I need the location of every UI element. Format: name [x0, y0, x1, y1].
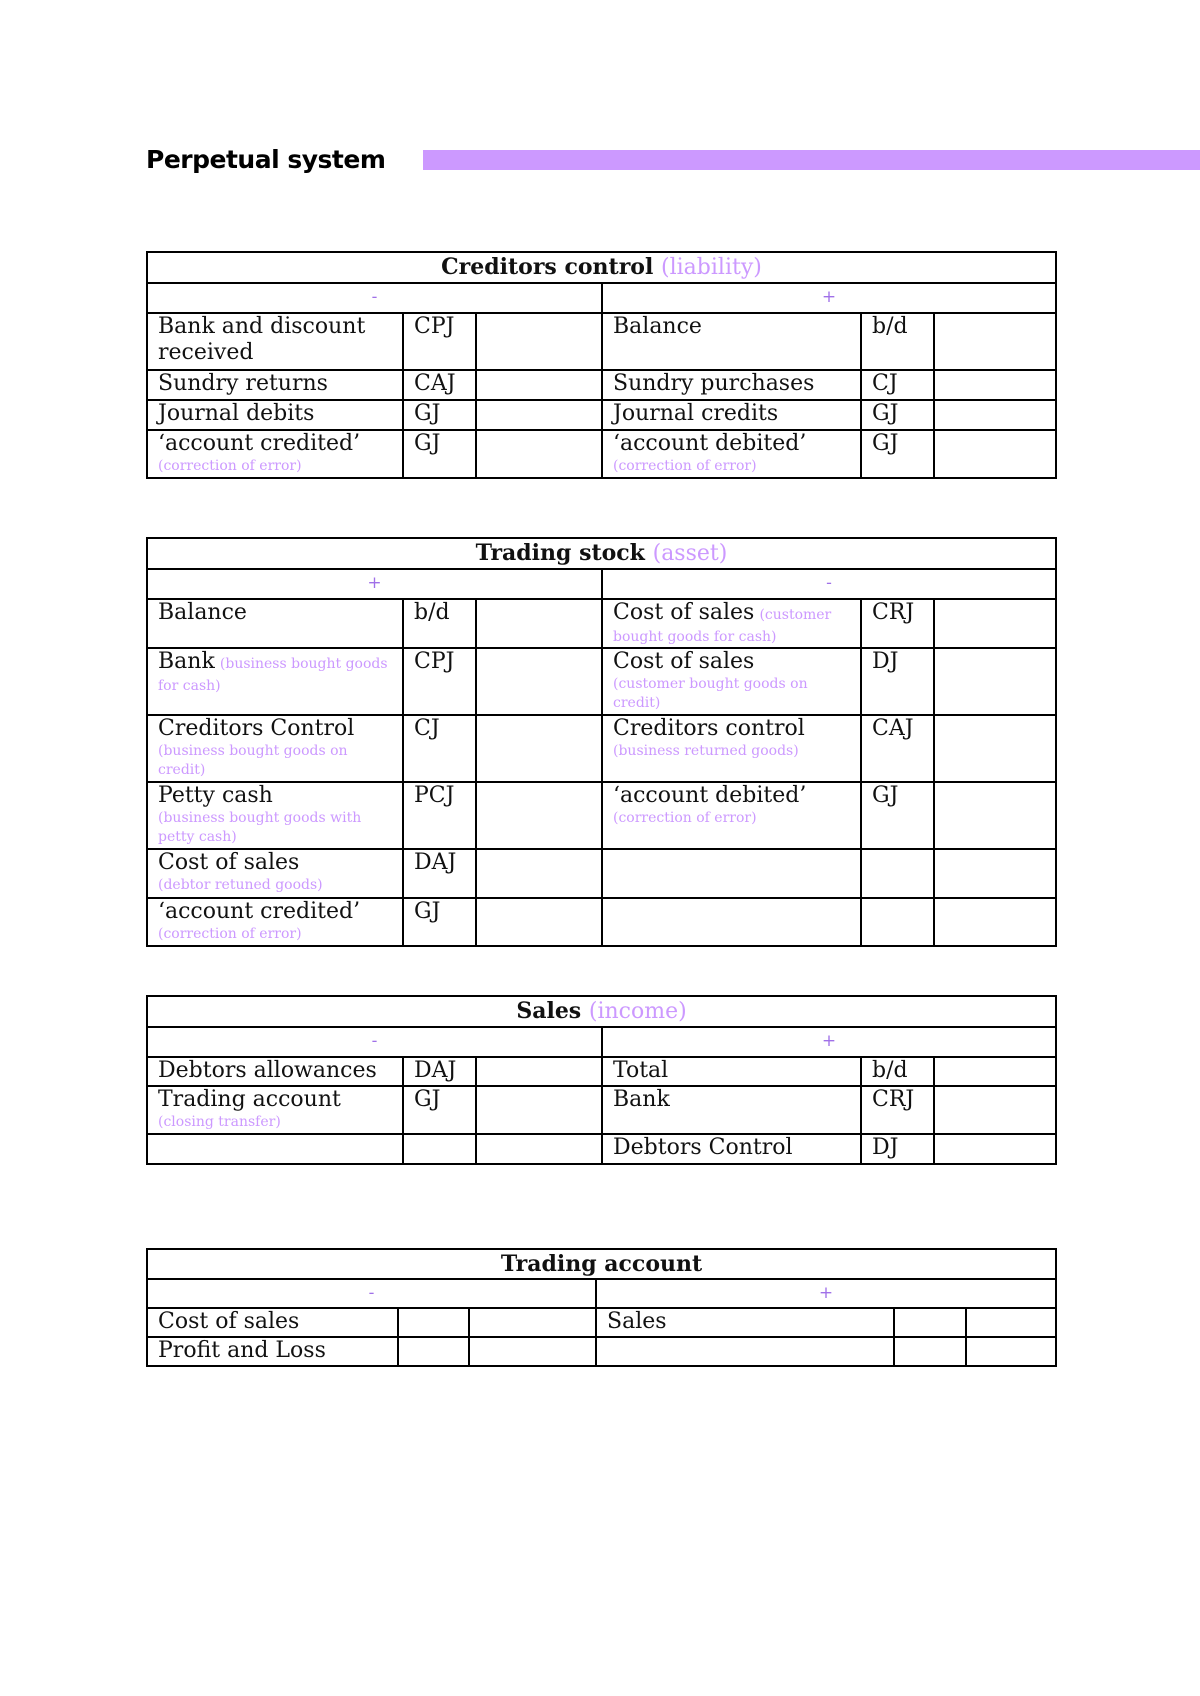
folio-cell [861, 849, 934, 898]
entry-cell [602, 313, 861, 370]
amount-cell [476, 1057, 602, 1086]
folio-cell: CJ [861, 370, 934, 400]
entry-label: Creditors control [613, 716, 805, 741]
entry-note: (correction of error) [613, 458, 757, 474]
ledger-type: (liability) [661, 255, 762, 280]
entry-label: Total [613, 1058, 669, 1083]
folio-cell: GJ [861, 400, 934, 430]
ledger-title-text: Creditors control [441, 254, 654, 280]
entry-label: Balance [613, 314, 702, 339]
entry-label: Bank [613, 1087, 670, 1112]
trading-account-ledger [146, 1248, 1057, 1367]
amount-cell [476, 430, 602, 478]
debit-side-sign: - [147, 1279, 596, 1308]
entry-cell [602, 1086, 861, 1134]
entry-label: Sundry purchases [613, 371, 815, 396]
debit-side-sign: - [147, 1027, 602, 1057]
amount-cell [476, 400, 602, 430]
entry-cell [602, 430, 861, 478]
entry-cell [147, 648, 403, 715]
entry-cell [602, 1134, 861, 1164]
entry-label: Profit and Loss [158, 1338, 326, 1363]
folio-cell: b/d [403, 599, 476, 648]
folio-cell [398, 1337, 469, 1366]
folio-cell: DJ [861, 1134, 934, 1164]
folio-cell: GJ [861, 782, 934, 849]
entry-cell [147, 1308, 398, 1337]
folio-cell: GJ [403, 1086, 476, 1134]
ledger-title [147, 538, 1056, 569]
entry-label: ‘account credited’ [158, 899, 361, 924]
entry-label: Creditors Control [158, 716, 355, 741]
ledger-title-text: Trading stock [475, 540, 645, 566]
entry-cell [147, 430, 403, 478]
folio-cell: GJ [861, 430, 934, 478]
entry-cell [602, 782, 861, 849]
entry-label: ‘account debited’ [613, 431, 807, 456]
folio-cell: CRJ [861, 1086, 934, 1134]
entry-cell [602, 648, 861, 715]
entry-cell [147, 599, 403, 648]
ledger-type: (asset) [652, 541, 728, 566]
folio-cell: DAJ [403, 849, 476, 898]
folio-cell [398, 1308, 469, 1337]
folio-cell: GJ [403, 400, 476, 430]
folio-cell: GJ [403, 898, 476, 946]
entry-label: Petty cash [158, 783, 273, 808]
amount-cell [476, 849, 602, 898]
entry-cell [602, 898, 861, 946]
ledger-type: (income) [588, 999, 687, 1024]
entry-cell [147, 313, 403, 370]
amount-cell [476, 599, 602, 648]
amount-cell [934, 1134, 1056, 1164]
amount-cell [934, 430, 1056, 478]
amount-cell [934, 898, 1056, 946]
entry-label: Sundry returns [158, 371, 328, 396]
entry-label: Debtors Control [613, 1135, 793, 1160]
amount-cell [934, 849, 1056, 898]
folio-cell: GJ [403, 430, 476, 478]
page-heading: Perpetual system [146, 145, 386, 174]
entry-cell [147, 1134, 403, 1164]
creditors-control-ledger [146, 251, 1057, 479]
folio-cell: CAJ [861, 715, 934, 782]
ledger-title [147, 1249, 1056, 1279]
entry-label: Balance [158, 600, 247, 625]
entry-note: (business bought goods for cash) [158, 656, 388, 694]
amount-cell [966, 1337, 1056, 1366]
entry-note: (correction of error) [158, 458, 302, 474]
folio-cell: b/d [861, 313, 934, 370]
folio-cell: b/d [861, 1057, 934, 1086]
folio-cell: CJ [403, 715, 476, 782]
entry-cell [596, 1337, 894, 1366]
folio-cell: CPJ [403, 313, 476, 370]
entry-label: Cost of sales [613, 600, 755, 625]
entry-cell [602, 370, 861, 400]
amount-cell [934, 599, 1056, 648]
entry-cell [147, 1337, 398, 1366]
entry-cell [602, 715, 861, 782]
entry-label: ‘account debited’ [613, 783, 807, 808]
entry-cell [596, 1308, 894, 1337]
entry-note: (business bought goods with petty cash) [158, 810, 362, 845]
credit-side-sign: + [602, 1027, 1056, 1057]
amount-cell [476, 370, 602, 400]
entry-note: (customer bought goods on credit) [613, 676, 808, 711]
ledger-title-text: Sales [516, 998, 582, 1024]
entry-label: Cost of sales [613, 649, 755, 674]
entry-note: (correction of error) [613, 810, 757, 826]
entry-cell [147, 370, 403, 400]
folio-cell [861, 898, 934, 946]
amount-cell [934, 370, 1056, 400]
amount-cell [469, 1337, 596, 1366]
entry-label: Sales [607, 1309, 667, 1334]
entry-cell [602, 400, 861, 430]
debit-side-sign: - [147, 283, 602, 313]
trading-stock-ledger [146, 537, 1057, 947]
entry-label: Journal debits [158, 401, 315, 426]
credit-side-sign: - [602, 569, 1056, 599]
amount-cell [934, 1057, 1056, 1086]
folio-cell [894, 1308, 966, 1337]
ledger-title [147, 996, 1056, 1027]
amount-cell [934, 1086, 1056, 1134]
entry-label: Debtors allowances [158, 1058, 377, 1083]
entry-cell [147, 1086, 403, 1134]
amount-cell [476, 1086, 602, 1134]
amount-cell [476, 313, 602, 370]
amount-cell [476, 1134, 602, 1164]
amount-cell [966, 1308, 1056, 1337]
ledger-title-text: Trading account [500, 1251, 703, 1277]
entry-cell [147, 898, 403, 946]
folio-cell: CRJ [861, 599, 934, 648]
entry-note: (business bought goods on credit) [158, 743, 348, 778]
entry-note: (debtor retuned goods) [158, 877, 323, 893]
entry-cell [147, 715, 403, 782]
amount-cell [934, 313, 1056, 370]
heading-accent-bar [423, 150, 1200, 170]
ledger-title [147, 252, 1056, 283]
debit-side-sign: + [147, 569, 602, 599]
entry-note: (business returned goods) [613, 743, 799, 759]
credit-side-sign: + [602, 283, 1056, 313]
entry-label: Journal credits [613, 401, 779, 426]
amount-cell [934, 715, 1056, 782]
folio-cell: CAJ [403, 370, 476, 400]
entry-cell [147, 782, 403, 849]
sales-ledger [146, 995, 1057, 1165]
amount-cell [476, 715, 602, 782]
amount-cell [476, 648, 602, 715]
entry-cell [147, 400, 403, 430]
entry-note: (customer bought goods for cash) [613, 607, 832, 645]
folio-cell: DJ [861, 648, 934, 715]
amount-cell [934, 782, 1056, 849]
entry-label: Bank [158, 649, 215, 674]
folio-cell: CPJ [403, 648, 476, 715]
folio-cell [403, 1134, 476, 1164]
folio-cell: PCJ [403, 782, 476, 849]
entry-cell [602, 849, 861, 898]
entry-label: Bank and discount received [158, 314, 366, 365]
amount-cell [476, 898, 602, 946]
amount-cell [934, 648, 1056, 715]
entry-label: Cost of sales [158, 850, 300, 875]
entry-cell [147, 849, 403, 898]
entry-cell [602, 599, 861, 648]
folio-cell: DAJ [403, 1057, 476, 1086]
amount-cell [469, 1308, 596, 1337]
entry-note: (closing transfer) [158, 1114, 281, 1130]
entry-label: Trading account [158, 1087, 341, 1112]
entry-label: Cost of sales [158, 1309, 300, 1334]
amount-cell [476, 782, 602, 849]
entry-note: (correction of error) [158, 926, 302, 942]
entry-label: ‘account credited’ [158, 431, 361, 456]
credit-side-sign: + [596, 1279, 1056, 1308]
entry-cell [602, 1057, 861, 1086]
entry-cell [147, 1057, 403, 1086]
amount-cell [934, 400, 1056, 430]
folio-cell [894, 1337, 966, 1366]
